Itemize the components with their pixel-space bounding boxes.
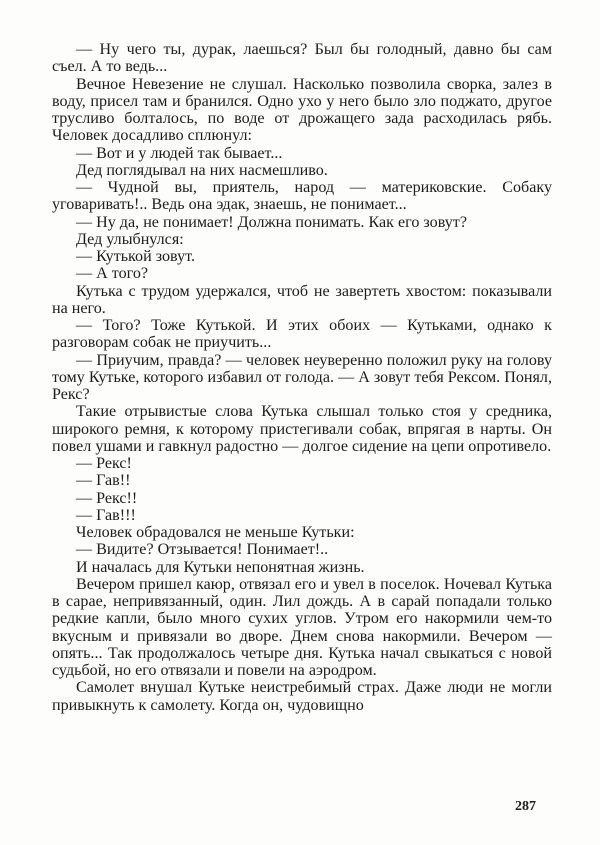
paragraph: — Гав!!! — [76, 506, 136, 524]
paragraph: Дед улыбнулся: — [76, 230, 184, 248]
paragraph: И началась для Кутьки непонятная жизнь. — [76, 558, 365, 576]
paragraph: Самолет внушал Кутьке неистребимый страх. Даже люди не могли привыкнуть к самолету. Когда он, чудовищно — [52, 679, 552, 714]
paragraph: — Приучим, правда? — человек неуверенно положил руку на голову тому Кутьке, которого избавил от голода. — А зовут тебя Рексом. Понял, Рекс? — [52, 351, 552, 403]
paragraph: — Гав!! — [76, 472, 131, 490]
paragraph: — Видите? Отзывается! Понимает!.. — [76, 541, 329, 559]
page-number: 287 — [515, 799, 536, 814]
paragraph: Такие отрывистые слова Кутька слышал только стоя у средника, широкого ремня, к которому пристегивали собак, впрягая в нарты. Он повел ушами и гавкнул радостно — долгое сидение на цепи опротивело. — [52, 403, 552, 455]
paragraph: — Ну да, не понимает! Должна понимать. Как его зовут? — [76, 213, 467, 231]
paragraph: Кутька с трудом удержался, чтоб не завертеть хвостом: показывали на него. — [52, 282, 552, 317]
body-text — [52, 41, 552, 714]
paragraph: — Того? Тоже Кутькой. И этих обоих — Кутьками, однако к разговорам собак не приучить... — [52, 317, 552, 352]
paragraph: — А того? — [76, 265, 149, 283]
paragraph: — Ну чего ты, дурак, лаешься? Был бы голодный, давно бы сам съел. А то ведь... — [52, 41, 552, 76]
paragraph: Дед поглядывал на них насмешливо. — [76, 161, 328, 179]
paragraph: — Чудной вы, приятель, народ — материковские. Собаку уговаривать!.. Ведь она эдак, знаешь, не понимает... — [52, 179, 552, 214]
paragraph: Вечером пришел каюр, отвязал его и увел в поселок. Ночевал Кутька в сарае, непривязанный, один. Лил дождь. А в сарай попадали только редкие капли, было много сухих углов. Утром его накормили чем-то вкусным и привязали во дворе. Днем снова накормили. Вечером — опять... Так продолжалось четыре дня. Кутька начал свыкаться с новой судьбой, но его отвязали и повели на аэродром. — [52, 575, 552, 679]
paragraph: — Кутькой зовут. — [76, 248, 195, 265]
paragraph: — Рекс!! — [76, 489, 138, 507]
paragraph: Человек обрадовался не меньше Кутьки: — [76, 524, 355, 541]
paragraph: — Вот и у людей так бывает... — [76, 144, 283, 162]
paragraph: Вечное Невезение не слушал. Насколько позволила сворка, залез в воду, присел там и бранился. Одно ухо у него было зло поджато, другое трусливо болталось, по воде от дрожащего зада расходилась рябь. Человек досадливо сплюнул: — [52, 75, 552, 145]
paragraph: — Рекс! — [76, 455, 132, 472]
